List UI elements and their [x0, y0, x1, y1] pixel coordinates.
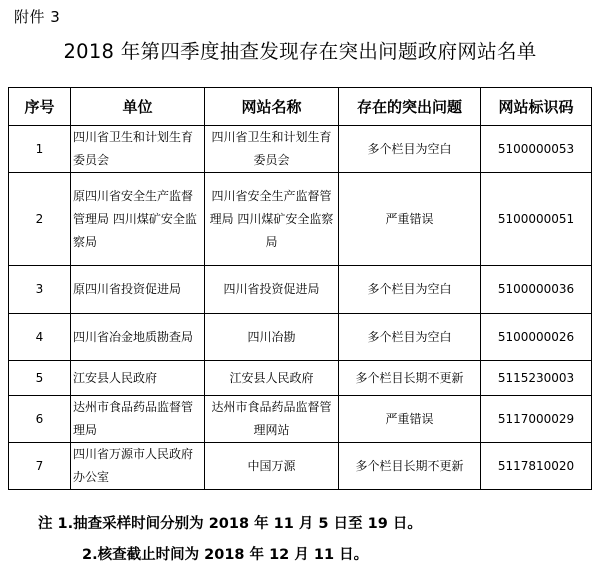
- row-seq: 4: [9, 314, 71, 361]
- header-site-code: 网站标识码: [481, 88, 592, 126]
- table-row: [9, 126, 592, 173]
- row-seq: 2: [9, 173, 71, 266]
- row-issue: 多个栏目为空白: [339, 126, 481, 173]
- row-site-code: 5100000051: [481, 173, 592, 266]
- note-verification-deadline: 2.核查截止时间为 2018 年 12 月 11 日。: [82, 547, 369, 563]
- row-issue: 多个栏目为空白: [339, 314, 481, 361]
- row-issue: 严重错误: [339, 396, 481, 443]
- row-site-code: 5100000036: [481, 266, 592, 314]
- website-list-table: [8, 87, 592, 490]
- row-site-code: 5117810020: [481, 443, 592, 490]
- row-site-name: 江安县人民政府: [205, 361, 339, 396]
- header-unit: 单位: [71, 88, 205, 126]
- row-unit: 四川省卫生和计划生育委员会: [71, 126, 205, 173]
- row-issue: 多个栏目为空白: [339, 266, 481, 314]
- row-site-name: 四川冶勘: [205, 314, 339, 361]
- row-seq: 5: [9, 361, 71, 396]
- row-unit: 原四川省投资促进局: [71, 266, 205, 314]
- header-site-name: 网站名称: [205, 88, 339, 126]
- table-row: [9, 314, 592, 361]
- row-unit: 达州市食品药品监督管理局: [71, 396, 205, 443]
- row-unit: 原四川省安全生产监督管理局 四川煤矿安全监察局: [71, 173, 205, 266]
- row-site-code: 5100000026: [481, 314, 592, 361]
- table-row: [9, 443, 592, 490]
- row-seq: 7: [9, 443, 71, 490]
- row-site-name: 四川省卫生和计划生育委员会: [205, 126, 339, 173]
- row-site-name: 四川省安全生产监督管理局 四川煤矿安全监察局: [205, 173, 339, 266]
- row-issue: 多个栏目长期不更新: [339, 443, 481, 490]
- note-sampling-period: 注 1.抽查采样时间分别为 2018 年 11 月 5 日至 19 日。: [38, 516, 422, 532]
- row-seq: 3: [9, 266, 71, 314]
- row-site-code: 5117000029: [481, 396, 592, 443]
- row-site-code: 5115230003: [481, 361, 592, 396]
- row-site-name: 中国万源: [205, 443, 339, 490]
- table-row: [9, 396, 592, 443]
- row-site-name: 达州市食品药品监督管理网站: [205, 396, 339, 443]
- table-row: [9, 266, 592, 314]
- table-row: [9, 173, 592, 266]
- row-issue: 严重错误: [339, 173, 481, 266]
- row-seq: 1: [9, 126, 71, 173]
- row-site-name: 四川省投资促进局: [205, 266, 339, 314]
- table-row: [9, 361, 592, 396]
- row-site-code: 5100000053: [481, 126, 592, 173]
- row-unit: 四川省冶金地质勘查局: [71, 314, 205, 361]
- row-unit: 四川省万源市人民政府办公室: [71, 443, 205, 490]
- header-seq: 序号: [9, 88, 71, 126]
- table-header-row: [9, 88, 592, 126]
- page-title: 2018 年第四季度抽查发现存在突出问题政府网站名单: [63, 40, 537, 63]
- row-unit: 江安县人民政府: [71, 361, 205, 396]
- header-issue: 存在的突出问题: [339, 88, 481, 126]
- row-issue: 多个栏目长期不更新: [339, 361, 481, 396]
- attachment-label: 附件 3: [14, 8, 61, 26]
- row-seq: 6: [9, 396, 71, 443]
